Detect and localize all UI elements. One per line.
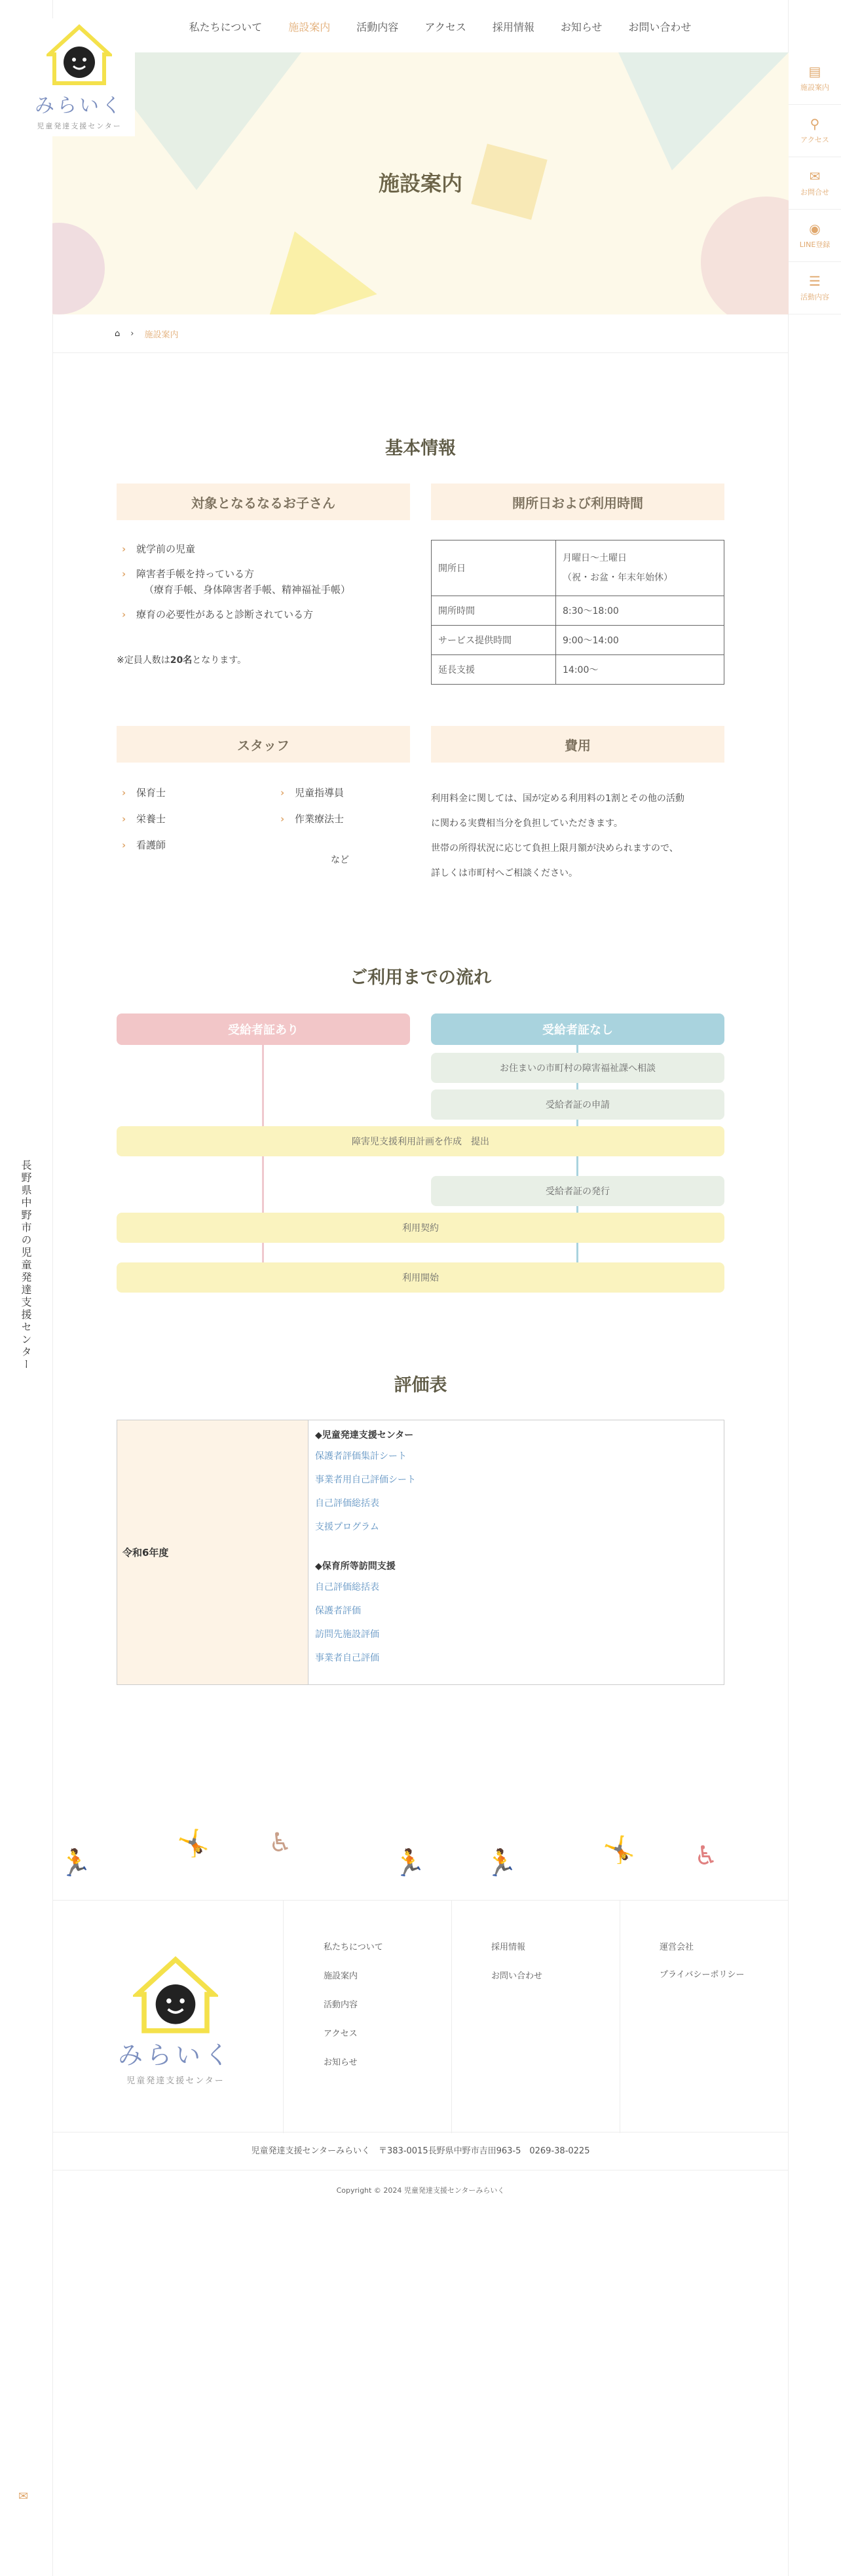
evaluation-heading-center: ◆児童発達支援センター — [315, 1430, 414, 1441]
nav-activities[interactable]: 活動内容 — [356, 20, 399, 33]
footer-link-access[interactable]: アクセス — [324, 2029, 358, 2039]
list-item-note: （療育手帳、身体障害者手帳、精神福祉手帳） — [144, 584, 351, 596]
jumping-child-icon: 🤸 — [603, 1835, 635, 1865]
table-cell-key: 延長支援 — [432, 655, 556, 685]
evaluation-year: 令和6年度 — [117, 1420, 308, 1684]
table-cell-value: 8:30〜18:00 — [556, 596, 724, 626]
staff-heading: スタッフ — [117, 726, 410, 763]
sidebar-item-facility[interactable] — [789, 52, 841, 105]
flow-step-issue: 受給者証の発行 — [431, 1176, 724, 1206]
capacity-note — [117, 653, 246, 666]
sidebar-item-label: お問合せ — [800, 187, 829, 197]
evaluation-link[interactable]: 事業者自己評価 — [315, 1653, 379, 1663]
footer-link-activities[interactable]: 活動内容 — [324, 2000, 358, 2010]
target-list — [117, 541, 410, 622]
evaluation-link[interactable]: 保護者評価 — [315, 1606, 361, 1616]
sidebar-item-activities[interactable] — [789, 262, 841, 314]
wheelchair-child-icon: ♿ — [694, 1841, 718, 1871]
staff-etc: など — [331, 855, 349, 865]
target-heading: 対象となるなるお子さん — [117, 483, 410, 520]
flow-step-apply: 受給者証の申請 — [431, 1089, 724, 1120]
mail-icon: ✉ — [809, 168, 821, 184]
chat-icon: ◉ — [809, 220, 821, 237]
footer-logo-text: みらいく — [118, 2041, 234, 2070]
floating-mail-icon[interactable]: ✉ — [18, 2490, 29, 2503]
section-title-flow: ご利用までの流れ — [350, 968, 491, 988]
evaluation-link[interactable]: 自己評価総括表 — [315, 1498, 379, 1509]
list-item: › 療育の必要性があると診断されている方 — [117, 607, 410, 622]
evaluation-link[interactable]: 自己評価総括表 — [315, 1582, 379, 1593]
fee-line: 利用料金に関しては、国が定める利用料の1割とその他の活動 — [431, 793, 684, 804]
running-child-icon: 🏃 — [59, 1848, 92, 1878]
flow-with-cert: 受給者証あり — [117, 1013, 410, 1045]
capacity-post: となります。 — [192, 655, 247, 666]
footer-col-divider — [451, 1901, 452, 2133]
page-title: 施設案内 — [378, 171, 462, 196]
nav-about[interactable]: 私たちについて — [189, 20, 263, 33]
hours-days: 月曜日〜土曜日 — [563, 553, 627, 563]
flow-without-cert: 受給者証なし — [431, 1013, 724, 1045]
building-icon: ▤ — [808, 63, 821, 79]
hero-shape-pink-circle-2 — [701, 197, 789, 314]
table-row — [432, 540, 724, 596]
footer-link-news[interactable]: お知らせ — [324, 2058, 358, 2068]
list-item: › 看護師 — [117, 837, 261, 853]
section-title-evaluation: 評価表 — [394, 1375, 447, 1395]
list-item: › 就学前の児童 — [117, 541, 410, 557]
chevron-right-icon: › — [130, 329, 134, 339]
flow-step-plan: 障害児支援利用計画を作成 提出 — [117, 1126, 724, 1156]
footer-link-contact[interactable]: お問い合わせ — [491, 1971, 543, 1981]
fee-line: に関わる実費相当分を負担していただきます。 — [431, 818, 623, 829]
list-item: › 障害者手帳を持っている方 — [117, 566, 410, 582]
sidebar-item-line[interactable] — [789, 210, 841, 262]
flow-step-start: 利用開始 — [117, 1262, 724, 1293]
sidebar-item-access[interactable] — [789, 105, 841, 157]
copyright: Copyright © 2024 児童発達支援センターみらいく — [336, 2186, 505, 2195]
evaluation-link[interactable]: 事業者用自己評価シート — [315, 1475, 416, 1485]
evaluation-link[interactable]: 訪問先施設評価 — [315, 1629, 379, 1640]
list-icon: ☰ — [809, 273, 821, 289]
footer-logo-subtitle: 児童発達支援センター — [126, 2076, 225, 2086]
table-cell-key: サービス提供時間 — [432, 626, 556, 655]
table-row — [432, 655, 724, 685]
flow-step-consult: お住まいの市町村の障害福祉課へ相談 — [431, 1053, 724, 1083]
divider — [52, 352, 789, 353]
list-item: › 保育士 — [117, 785, 261, 801]
logo-subtitle: 児童発達支援センター — [37, 121, 122, 130]
list-item: › 児童指導員 — [275, 785, 406, 801]
list-item: › 作業療法士 — [275, 811, 406, 827]
sidebar-item-label: 施設案内 — [800, 83, 829, 92]
fee-line: 詳しくは市町村へご相談ください。 — [431, 868, 578, 879]
fee-heading: 費用 — [431, 726, 724, 763]
running-child-icon: 🏃 — [393, 1848, 426, 1878]
site-logo[interactable] — [24, 18, 135, 136]
table-cell-value — [556, 540, 724, 596]
vertical-tagline: 長野県中野市の児童発達支援センター — [20, 1160, 32, 1371]
fee-line: 世帯の所得状況に応じて負担上限月額が決められますので、 — [431, 843, 679, 854]
home-icon[interactable]: ⌂ — [115, 329, 121, 339]
hours-holidays: （祝・お盆・年末年始休） — [563, 573, 673, 583]
jumping-child-icon: 🤸 — [177, 1828, 210, 1859]
sidebar-item-label: LINE登録 — [799, 240, 831, 249]
sidebar-item-label: 活動内容 — [800, 292, 829, 301]
hero-shape-pink-circle — [52, 223, 105, 314]
list-item: › 栄養士 — [117, 811, 261, 827]
nav-access[interactable]: アクセス — [424, 20, 466, 33]
footer-link-privacy[interactable]: プライバシーポリシー — [660, 1970, 745, 1980]
staff-list-right — [275, 785, 406, 827]
logo-text: みらいく — [35, 94, 124, 117]
footer-link-about[interactable]: 私たちについて — [324, 1942, 383, 1952]
footer-link-recruit[interactable]: 採用情報 — [491, 1942, 526, 1952]
evaluation-links — [315, 1428, 416, 1675]
table-row — [432, 626, 724, 655]
evaluation-link[interactable]: 保護者評価集計シート — [315, 1451, 407, 1462]
hours-table — [431, 540, 724, 685]
footer-logo[interactable] — [118, 1956, 233, 2086]
sidebar-item-contact[interactable] — [789, 157, 841, 210]
breadcrumb-current: 施設案内 — [144, 330, 179, 340]
staff-list-left — [117, 785, 261, 853]
hero-shape-teal-triangle-2 — [587, 52, 789, 170]
evaluation-heading-visit: ◆保育所等訪問支援 — [315, 1561, 396, 1572]
right-sidebar — [789, 52, 841, 314]
table-cell-value: 14:00〜 — [556, 655, 724, 685]
table-cell-key: 開所日 — [432, 540, 556, 596]
table-row — [432, 596, 724, 626]
map-pin-icon: ⚲ — [810, 115, 820, 132]
hero-banner — [52, 52, 789, 314]
evaluation-link[interactable]: 支援プログラム — [315, 1522, 379, 1532]
running-child-icon: 🏃 — [485, 1848, 517, 1878]
footer-col-divider — [283, 1901, 284, 2133]
logo-house-icon — [47, 24, 112, 86]
wheelchair-family-icon: ♿ — [269, 1828, 292, 1858]
footer-link-facility[interactable]: 施設案内 — [324, 1971, 358, 1981]
hours-heading: 開所日および利用時間 — [431, 483, 724, 520]
sidebar-item-label: アクセス — [800, 135, 829, 144]
footer — [52, 1900, 789, 2132]
nav-facility[interactable]: 施設案内 — [288, 20, 331, 33]
logo-house-icon — [133, 1956, 218, 2035]
hero-shape-yellow-triangle — [238, 213, 377, 314]
footer-illustration — [52, 1808, 789, 1900]
table-cell-key: 開所時間 — [432, 596, 556, 626]
evaluation-table — [117, 1420, 724, 1685]
footer-address: 児童発達支援センターみらいく 〒383-0015長野県中野市吉田963-5 0269-38-0225 — [251, 2146, 590, 2156]
fee-text — [431, 786, 724, 886]
table-cell-value: 9:00〜14:00 — [556, 626, 724, 655]
flow-step-contract: 利用契約 — [117, 1213, 724, 1243]
footer-link-company[interactable]: 運営会社 — [660, 1942, 694, 1952]
nav-news[interactable]: お知らせ — [560, 20, 603, 33]
capacity-pre: ※定員人数は — [117, 655, 170, 666]
capacity-number: 20名 — [170, 655, 193, 666]
section-title-basic: 基本情報 — [385, 438, 456, 459]
nav-recruit[interactable]: 採用情報 — [492, 20, 534, 33]
breadcrumb — [115, 328, 178, 340]
nav-contact[interactable]: お問い合わせ — [628, 20, 692, 33]
